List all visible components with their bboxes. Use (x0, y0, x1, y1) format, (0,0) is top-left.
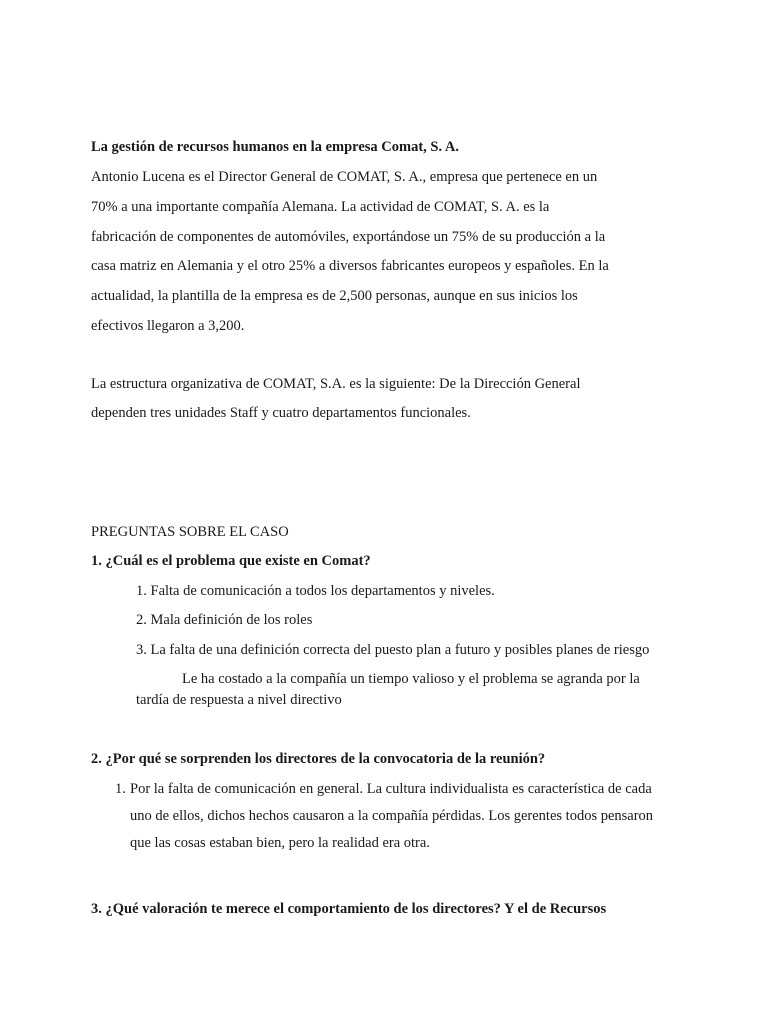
note-line: tardía de respuesta a nivel directivo (136, 692, 342, 708)
question-3: 3. ¿Qué valoración te merece el comportamiento de los directores? Y el de Recursos (91, 901, 607, 917)
intro-line: fabricación de componentes de automóviles, exportándose un 75% de su producción a la (91, 229, 606, 245)
answer-line: Por la falta de comunicación en general. La cultura individualista es característica de cada (130, 781, 652, 797)
intro-line: actualidad, la plantilla de la empresa es de 2,500 personas, aunque en sus inicios los (91, 288, 578, 304)
questions-heading: PREGUNTAS SOBRE EL CASO (91, 524, 289, 540)
intro-line: Antonio Lucena es el Director General de COMAT, S. A., empresa que pertenece en un (91, 169, 598, 185)
question-1: 1. ¿Cuál es el problema que existe en Comat? (91, 553, 371, 569)
question-2: 2. ¿Por qué se sorprenden los directores de la convocatoria de la reunión? (91, 751, 546, 767)
list-item: 1. Falta de comunicación a todos los departamentos y niveles. (136, 583, 495, 599)
note-line: Le ha costado a la compañía un tiempo valioso y el problema se agranda por la (182, 671, 640, 687)
answer-line: que las cosas estaban bien, pero la realidad era otra. (130, 835, 430, 851)
intro-line: 70% a una importante compañía Alemana. La actividad de COMAT, S. A. es la (91, 199, 550, 215)
intro-line: efectivos llegaron a 3,200. (91, 318, 245, 334)
answer-line: uno de ellos, dichos hechos causaron a la compañía pérdidas. Los gerentes todos pensaron (130, 808, 654, 824)
document-title: La gestión de recursos humanos en la empresa Comat, S. A. (91, 139, 460, 155)
structure-line: La estructura organizativa de COMAT, S.A. es la siguiente: De la Dirección General (91, 376, 581, 392)
list-item: 2. Mala definición de los roles (136, 612, 313, 628)
answer-marker: 1. (115, 781, 126, 797)
list-item: 3. La falta de una definición correcta del puesto plan a futuro y posibles planes de riesgo (136, 642, 650, 658)
structure-line: dependen tres unidades Staff y cuatro departamentos funcionales. (91, 405, 471, 421)
intro-line: casa matriz en Alemania y el otro 25% a diversos fabricantes europeos y españoles. En la (91, 258, 609, 274)
